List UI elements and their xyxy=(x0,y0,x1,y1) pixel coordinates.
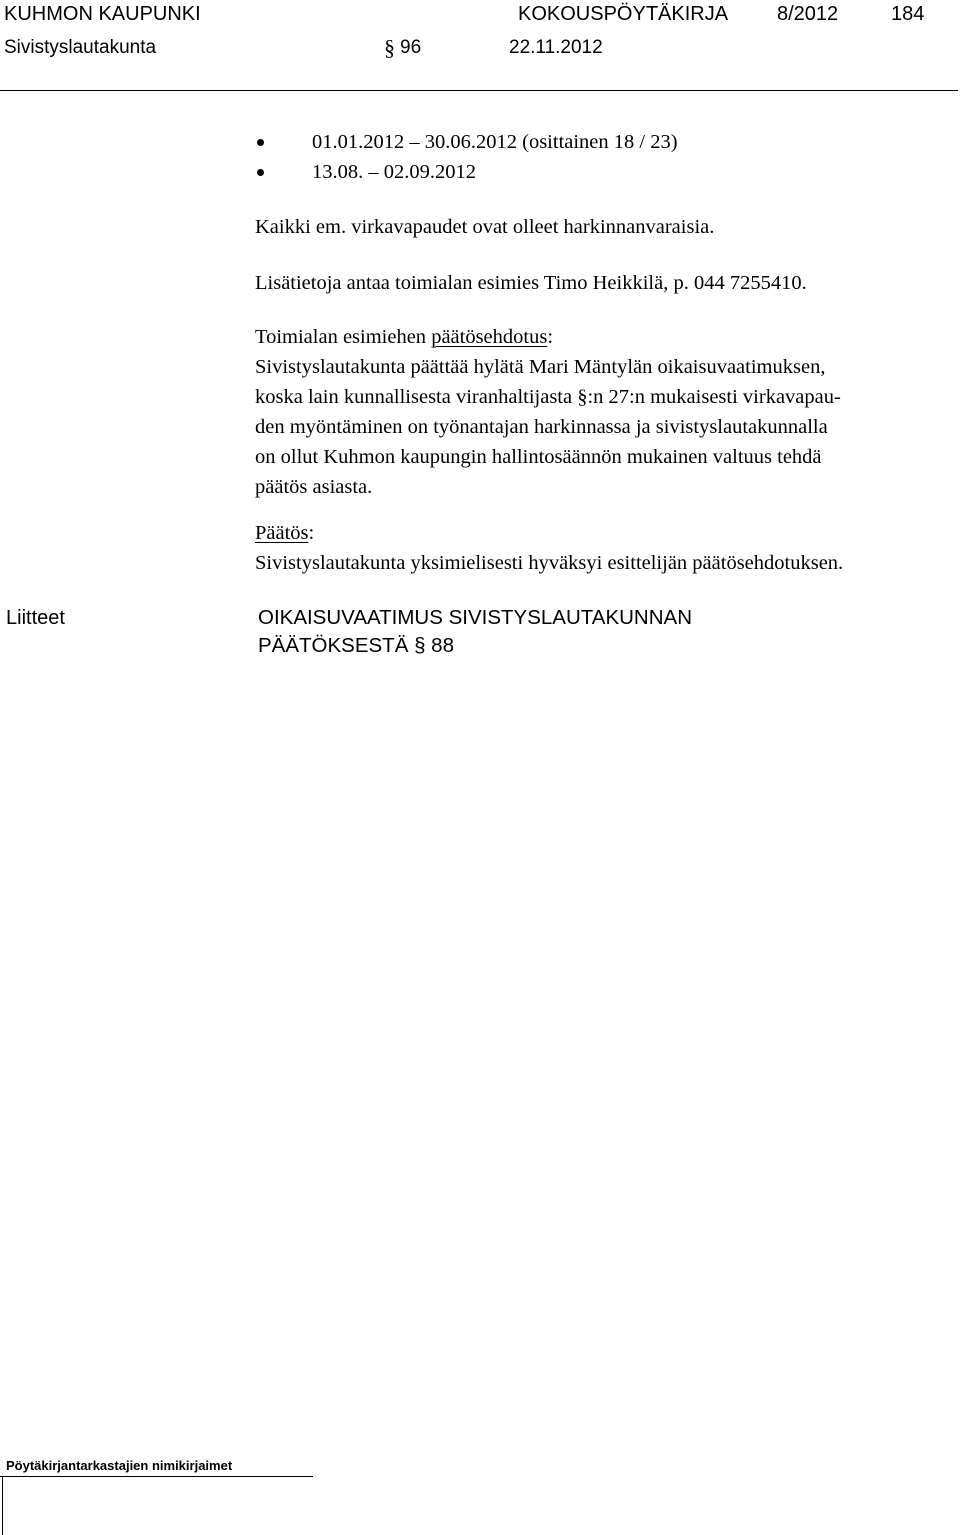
meeting-number: 8/2012 xyxy=(777,3,839,25)
decision-heading-colon: : xyxy=(308,522,315,544)
board-name: Sivistyslautakunta xyxy=(4,37,157,58)
period-item: 01.01.2012 – 30.06.2012 (osittainen 18 / 23) xyxy=(312,131,678,153)
proposal-heading-colon: : xyxy=(547,326,554,348)
proposal-heading xyxy=(255,322,841,352)
page-number: 184 xyxy=(891,3,925,25)
attachment-title-line2: PÄÄTÖKSESTÄ § 88 xyxy=(258,634,454,657)
header-rule xyxy=(0,90,958,91)
proposal-line: koska lain kunnallisesta viranhaltijasta §:n 27:n mukaisesti virkavapau- xyxy=(255,386,841,408)
proposal-heading-underlined: päätösehdotus xyxy=(431,326,548,348)
proposal-line: den myöntäminen on työnantajan harkinnassa ja sivistyslautakunnalla xyxy=(255,416,828,438)
decision-heading xyxy=(255,518,843,548)
decision-text: Sivistyslautakunta yksimielisesti hyväksyi esittelijän päätösehdotuksen. xyxy=(255,552,844,574)
proposal-heading-prefix: Toimialan esimiehen xyxy=(255,326,432,348)
proposal-line: päätös asiasta. xyxy=(255,476,373,498)
contact-info: Lisätietoja antaa toimialan esimies Timo Heikkilä, p. 044 7255410. xyxy=(255,272,807,294)
section-number: 96 xyxy=(400,37,422,58)
decision-heading-label: Päätös xyxy=(255,522,309,544)
proposal-line: on ollut Kuhmon kaupungin hallintosäännön mukainen valtuus tehdä xyxy=(255,446,822,468)
municipality-name: KUHMON KAUPUNKI xyxy=(4,3,201,25)
signature-rule xyxy=(0,1476,313,1477)
period-item: 13.08. – 02.09.2012 xyxy=(312,161,476,183)
signature-box-edge xyxy=(2,1476,3,1535)
section-sign: § xyxy=(384,35,395,60)
signature-label: Pöytäkirjantarkastajien nimikirjaimet xyxy=(6,1458,233,1473)
bullet-dot xyxy=(257,139,264,146)
document-type: KOKOUSPÖYTÄKIRJA xyxy=(518,3,729,25)
meeting-date: 22.11.2012 xyxy=(509,37,603,58)
proposal-section xyxy=(255,322,841,502)
attachments-label: Liitteet xyxy=(6,607,65,629)
attachment-title-line1: OIKAISUVAATIMUS SIVISTYSLAUTAKUNNAN xyxy=(258,606,693,629)
decision-section xyxy=(255,518,843,578)
statement-text: Kaikki em. virkavapaudet ovat olleet harkinnanvaraisia. xyxy=(255,216,715,238)
proposal-line: Sivistyslautakunta päättää hylätä Mari Mäntylän oikaisuvaatimuksen, xyxy=(255,356,826,378)
bullet-dot xyxy=(257,169,264,176)
